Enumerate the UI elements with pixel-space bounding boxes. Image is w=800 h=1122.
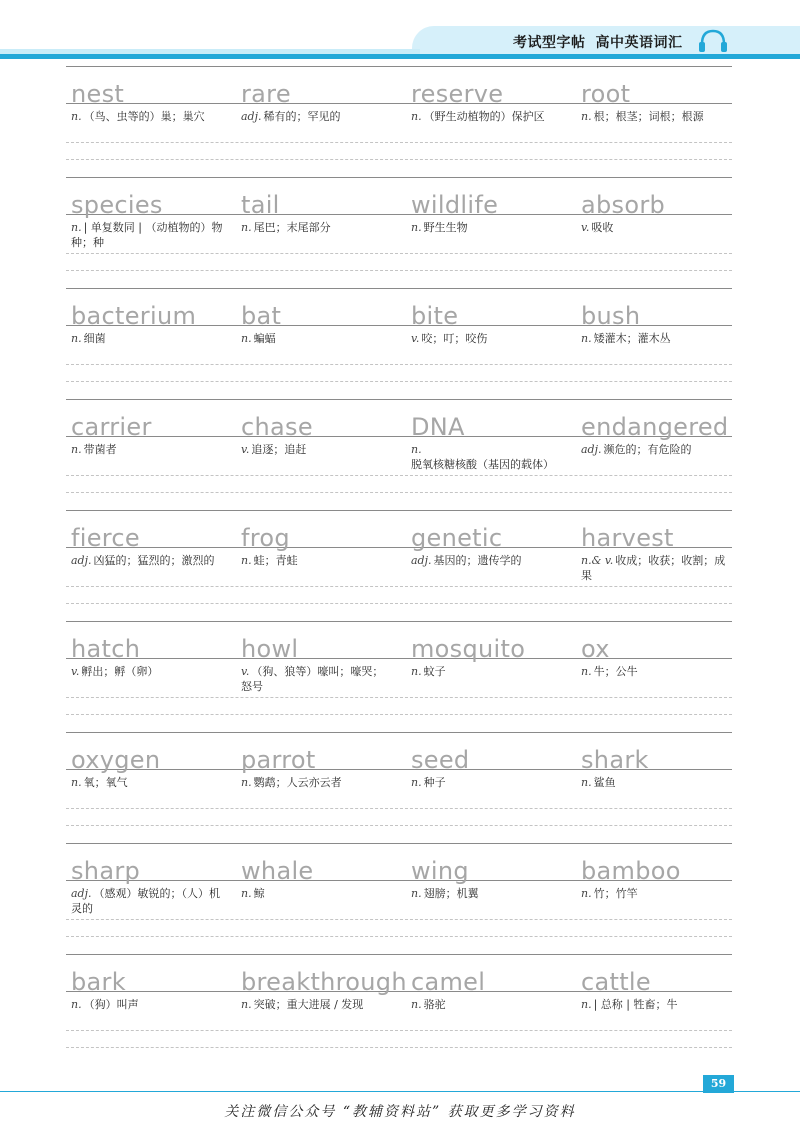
definition [241, 886, 393, 901]
definition-text: 细菌 [83, 332, 106, 345]
vocab-entry [236, 510, 402, 621]
definition-text: 竹；竹竿 [593, 887, 638, 900]
part-of-speech: n. [581, 887, 592, 900]
definition-text: 濒危的；有危险的 [603, 443, 692, 456]
definition-text: | 单复数同 | （动植物的）物种；种 [71, 221, 223, 249]
trace-word: bacterium [71, 302, 197, 330]
definition [581, 553, 733, 583]
definition-text: 稀有的；罕见的 [263, 110, 341, 123]
vocab-row [66, 399, 732, 510]
definition-text: 脱氧核糖核酸（基因的载体） [411, 458, 554, 471]
vocab-entry [236, 177, 402, 288]
part-of-speech: n. [581, 332, 592, 345]
definition-text: （狗、狼等）嚎叫；嚎哭；怒号 [241, 665, 384, 693]
definition-text: 吸收 [591, 221, 614, 234]
definition-text: 蛙；青蛙 [253, 554, 298, 567]
definition-text: 氧；氧气 [83, 776, 128, 789]
vocab-entry [236, 954, 407, 1065]
definition [241, 109, 393, 124]
vocab-entry [406, 954, 572, 1065]
definition [411, 775, 563, 790]
book-label: 考试型字帖 [513, 35, 586, 51]
vocab-entry [66, 66, 232, 177]
definition-text: 鲸 [253, 887, 265, 900]
part-of-speech: n. [411, 887, 422, 900]
definition [71, 553, 223, 568]
trace-word: camel [411, 968, 486, 996]
trace-word: genetic [411, 524, 503, 552]
vocab-row [66, 843, 732, 954]
footer-line [0, 1091, 800, 1092]
definition [71, 109, 223, 124]
trace-word: cattle [581, 968, 651, 996]
header-title [513, 32, 693, 52]
definition-text: 收成；收获；收割；成果 [581, 554, 726, 582]
definition-text: 孵出；孵（卵） [81, 665, 159, 678]
footer-note: 关注微信公众号 “教辅资料站” 获取更多学习资料 [224, 1104, 576, 1120]
definition-text: 翅膀；机翼 [423, 887, 479, 900]
part-of-speech: v. [241, 665, 250, 678]
definition [581, 997, 733, 1012]
part-of-speech: n. [241, 332, 252, 345]
definition-text: 种子 [423, 776, 446, 789]
vocab-entry [576, 177, 742, 288]
vocab-entry [406, 732, 572, 843]
vocab-entry [406, 621, 572, 732]
trace-word: bark [71, 968, 126, 996]
vocab-entry [406, 510, 572, 621]
definition [581, 331, 733, 346]
vocab-row [66, 177, 732, 288]
part-of-speech: n. [71, 998, 82, 1011]
vocab-entry [236, 66, 402, 177]
vocab-entry [66, 288, 232, 399]
part-of-speech: n. [71, 332, 82, 345]
trace-word: wildlife [411, 191, 499, 219]
trace-word: nest [71, 80, 125, 108]
trace-word: tail [241, 191, 280, 219]
part-of-speech: n. [581, 998, 592, 1011]
trace-word: howl [241, 635, 299, 663]
part-of-speech: v. [411, 332, 420, 345]
definition [71, 220, 223, 250]
part-of-speech: n. [241, 998, 252, 1011]
trace-word: DNA [411, 413, 465, 441]
part-of-speech: n. [241, 221, 252, 234]
definition-text: （野生动植物的）保护区 [423, 110, 545, 123]
part-of-speech: v. [581, 221, 590, 234]
vocab-entry [406, 399, 572, 510]
part-of-speech: adj. [241, 110, 262, 123]
definition [71, 886, 223, 916]
part-of-speech: n. [71, 221, 82, 234]
vocab-entry [576, 843, 742, 954]
definition-text: 尾巴；末尾部分 [253, 221, 331, 234]
trace-word: rare [241, 80, 291, 108]
definition-text: 野生生物 [423, 221, 468, 234]
trace-word: ox [581, 635, 610, 663]
trace-word: whale [241, 857, 314, 885]
vocab-entry [576, 510, 742, 621]
vocab-grid [66, 66, 732, 1065]
definition-text: 基因的；遗传学的 [433, 554, 522, 567]
trace-word: reserve [411, 80, 504, 108]
trace-word: bamboo [581, 857, 681, 885]
part-of-speech: n. [71, 443, 82, 456]
trace-word: carrier [71, 413, 152, 441]
trace-word: root [581, 80, 631, 108]
part-of-speech: adj. [411, 554, 432, 567]
definition-text: 咬；叮；咬伤 [421, 332, 488, 345]
definition [241, 997, 393, 1012]
part-of-speech: n. [241, 887, 252, 900]
page-number: 59 [703, 1075, 734, 1093]
definition [71, 664, 223, 679]
part-of-speech: n. [411, 443, 422, 456]
definition [241, 553, 393, 568]
vocab-entry [576, 66, 742, 177]
trace-word: seed [411, 746, 470, 774]
trace-word: fierce [71, 524, 140, 552]
definition-text: （狗）叫声 [83, 998, 139, 1011]
definition [411, 664, 563, 679]
vocab-entry [66, 843, 232, 954]
vocab-entry [66, 399, 232, 510]
vocab-row [66, 621, 732, 732]
headphones-icon [696, 28, 730, 54]
vocab-entry [576, 621, 742, 732]
definition [411, 220, 563, 235]
part-of-speech: adj. [71, 554, 92, 567]
vocab-entry [576, 399, 742, 510]
definition [71, 775, 223, 790]
definition [411, 997, 563, 1012]
vocab-row [66, 288, 732, 399]
trace-word: mosquito [411, 635, 526, 663]
vocab-entry [66, 732, 232, 843]
definition-text: 蝙蝠 [253, 332, 276, 345]
trace-word: endangered [581, 413, 729, 441]
part-of-speech: v. [241, 443, 250, 456]
vocab-entry [576, 288, 742, 399]
definition [411, 442, 563, 472]
definition-text: 牛；公牛 [593, 665, 638, 678]
definition-text: 矮灌木；灌木丛 [593, 332, 671, 345]
trace-word: oxygen [71, 746, 161, 774]
vocab-entry [66, 954, 232, 1065]
definition-text: 骆驼 [423, 998, 446, 1011]
definition-text: 追逐；追赶 [251, 443, 307, 456]
trace-word: hatch [71, 635, 141, 663]
part-of-speech: n. [241, 554, 252, 567]
trace-word: shark [581, 746, 649, 774]
trace-word: bush [581, 302, 641, 330]
definition [241, 775, 393, 790]
part-of-speech: n.& v. [581, 554, 614, 567]
trace-word: breakthrough [241, 968, 407, 996]
vocab-entry [576, 954, 742, 1065]
definition [411, 109, 563, 124]
vocab-entry [236, 288, 402, 399]
vocab-entry [236, 621, 402, 732]
definition-text: 带菌者 [83, 443, 117, 456]
definition [581, 886, 733, 901]
vocab-row [66, 954, 732, 1065]
part-of-speech: n. [411, 665, 422, 678]
vocab-entry [66, 177, 232, 288]
vocab-row [66, 510, 732, 621]
trace-word: chase [241, 413, 313, 441]
vocab-entry [406, 177, 572, 288]
trace-word: bat [241, 302, 282, 330]
trace-word: harvest [581, 524, 674, 552]
definition [581, 442, 733, 457]
vocab-entry [236, 399, 402, 510]
definition [241, 331, 393, 346]
part-of-speech: n. [411, 221, 422, 234]
part-of-speech: n. [71, 110, 82, 123]
trace-word: bite [411, 302, 459, 330]
definition-text: 鹦鹉；人云亦云者 [253, 776, 342, 789]
definition-text: 突破；重大进展 / 发现 [253, 998, 364, 1011]
definition-text: （感观）敏锐的；（人）机灵的 [71, 887, 221, 915]
part-of-speech: adj. [71, 887, 92, 900]
trace-word: parrot [241, 746, 316, 774]
part-of-speech: n. [411, 110, 422, 123]
trace-word: species [71, 191, 163, 219]
definition [241, 664, 393, 694]
trace-word: absorb [581, 191, 666, 219]
vocab-entry [406, 843, 572, 954]
part-of-speech: adj. [581, 443, 602, 456]
part-of-speech: n. [71, 776, 82, 789]
vocab-row [66, 732, 732, 843]
definition [71, 331, 223, 346]
definition-text: | 总称 | 牲畜；牛 [593, 998, 678, 1011]
part-of-speech: n. [241, 776, 252, 789]
definition-text: 凶猛的；猛烈的；激烈的 [93, 554, 215, 567]
definition [71, 442, 223, 457]
part-of-speech: n. [581, 776, 592, 789]
part-of-speech: v. [71, 665, 80, 678]
definition [581, 220, 733, 235]
vocab-entry [406, 66, 572, 177]
definition [71, 997, 223, 1012]
definition [411, 331, 563, 346]
vocab-entry [576, 732, 742, 843]
definition-text: 根；根茎；词根；根源 [593, 110, 704, 123]
vocab-entry [66, 510, 232, 621]
definition [241, 442, 393, 457]
part-of-speech: n. [411, 776, 422, 789]
part-of-speech: n. [581, 665, 592, 678]
definition-text: 鲨鱼 [593, 776, 616, 789]
vocab-entry [406, 288, 572, 399]
definition-text: （鸟、虫等的）巢；巢穴 [83, 110, 205, 123]
definition [581, 775, 733, 790]
subject-label: 高中英语词汇 [595, 35, 683, 51]
definition [581, 109, 733, 124]
definition [411, 553, 563, 568]
trace-word: wing [411, 857, 469, 885]
vocab-entry [66, 621, 232, 732]
definition [411, 886, 563, 901]
trace-word: sharp [71, 857, 141, 885]
definition-text: 蚊子 [423, 665, 446, 678]
definition [241, 220, 393, 235]
vocab-row [66, 66, 732, 177]
vocab-entry [236, 732, 402, 843]
vocab-entry [236, 843, 402, 954]
trace-word: frog [241, 524, 290, 552]
part-of-speech: n. [581, 110, 592, 123]
part-of-speech: n. [411, 998, 422, 1011]
definition [581, 664, 733, 679]
